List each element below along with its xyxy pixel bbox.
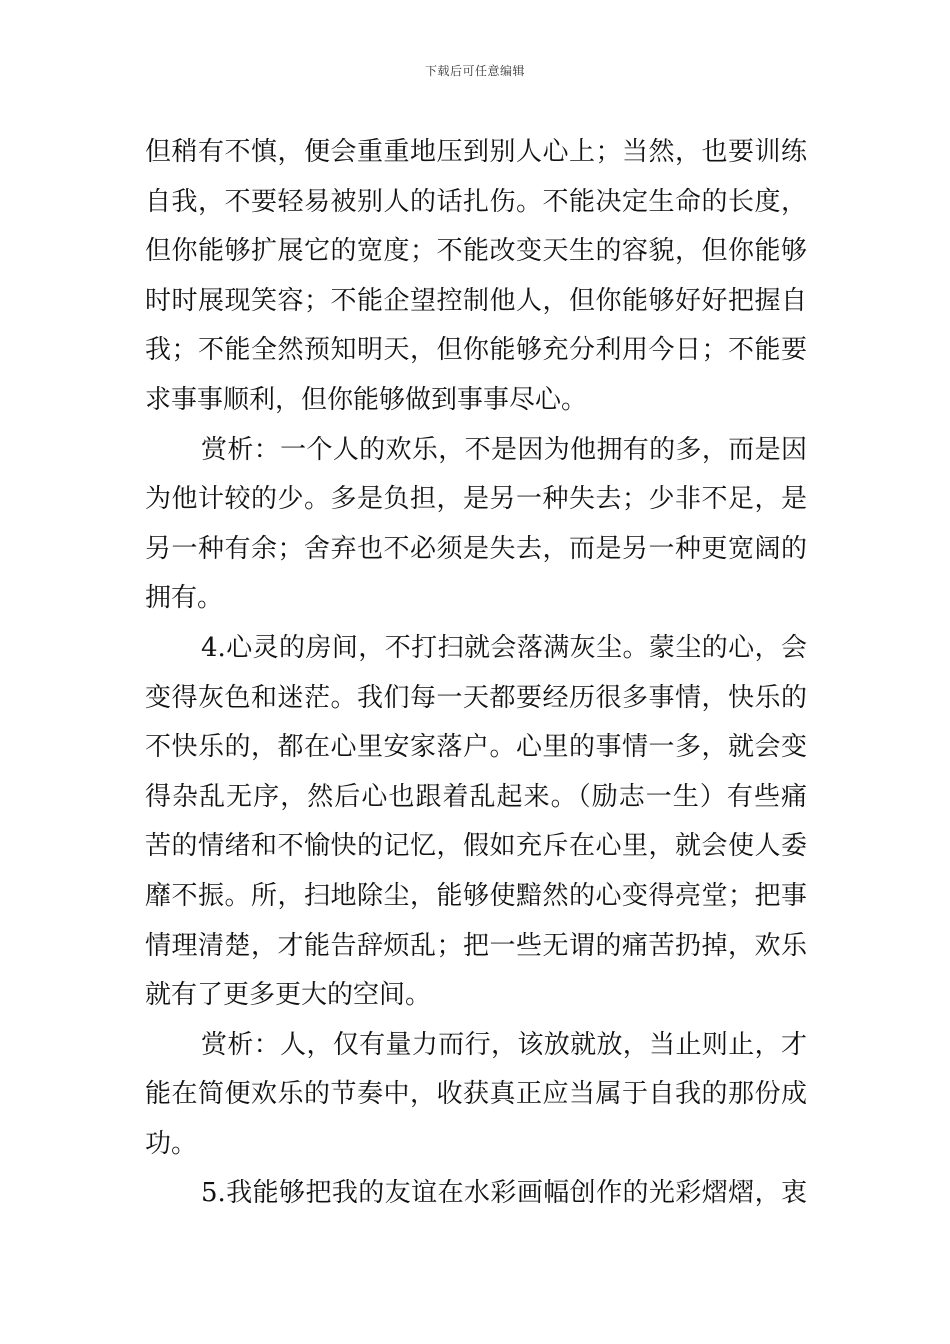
- text-line: 时时展现笑容；不能企望控制他人，但你能够好好把握自: [145, 285, 807, 316]
- text-line: 就有了更多更大的空间。: [145, 980, 432, 1011]
- text-line: 不快乐的，都在心里安家落户。心里的事情一多，就会变: [145, 732, 807, 763]
- text-line: 靡不振。所，扫地除尘，能够使黯然的心变得亮堂；把事: [145, 880, 807, 911]
- text-line: 但你能够扩展它的宽度；不能改变天生的容貌，但你能够: [145, 236, 807, 267]
- text-line: 赏析：人，仅有量力而行，该放就放，当止则止，才: [201, 1029, 807, 1060]
- text-line: 能在简便欢乐的节奏中，收获真正应当属于自我的那份成: [145, 1079, 807, 1110]
- body-text: [145, 128, 807, 1219]
- text-line: 得杂乱无序，然后心也跟着乱起来。（励志一生）有些痛: [145, 781, 807, 812]
- text-line: 拥有。: [145, 583, 224, 614]
- text-line: 赏析：一个人的欢乐，不是因为他拥有的多，而是因: [201, 434, 807, 465]
- text-line: 另一种有余；舍弃也不必须是失去，而是另一种更宽阔的: [145, 533, 807, 564]
- text-line: 自我，不要轻易被别人的话扎伤。不能决定生命的长度，: [145, 186, 807, 217]
- text-line: 我；不能全然预知明天，但你能够充分利用今日；不能要: [145, 335, 807, 366]
- text-line: 5.我能够把我的友谊在水彩画幅创作的光彩熠熠，衷: [201, 1178, 807, 1209]
- text-line: 但稍有不慎，便会重重地压到别人心上；当然，也要训练: [145, 137, 807, 167]
- page-header: 下载后可任意编辑: [424, 64, 525, 78]
- text-line: 变得灰色和迷茫。我们每一天都要经历很多事情，快乐的: [145, 682, 807, 713]
- text-line: 功。: [145, 1128, 198, 1159]
- text-line: 为他计较的少。多是负担，是另一种失去；少非不足，是: [145, 484, 807, 515]
- text-line: 4.心灵的房间，不打扫就会落满灰尘。蒙尘的心，会: [201, 632, 807, 663]
- text-line: 情理清楚，才能告辞烦乱；把一些无谓的痛苦扔掉，欢乐: [145, 930, 807, 961]
- text-line: 苦的情绪和不愉快的记忆，假如充斥在心里，就会使人委: [145, 831, 807, 862]
- text-line: 求事事顺利，但你能够做到事事尽心。: [145, 384, 588, 415]
